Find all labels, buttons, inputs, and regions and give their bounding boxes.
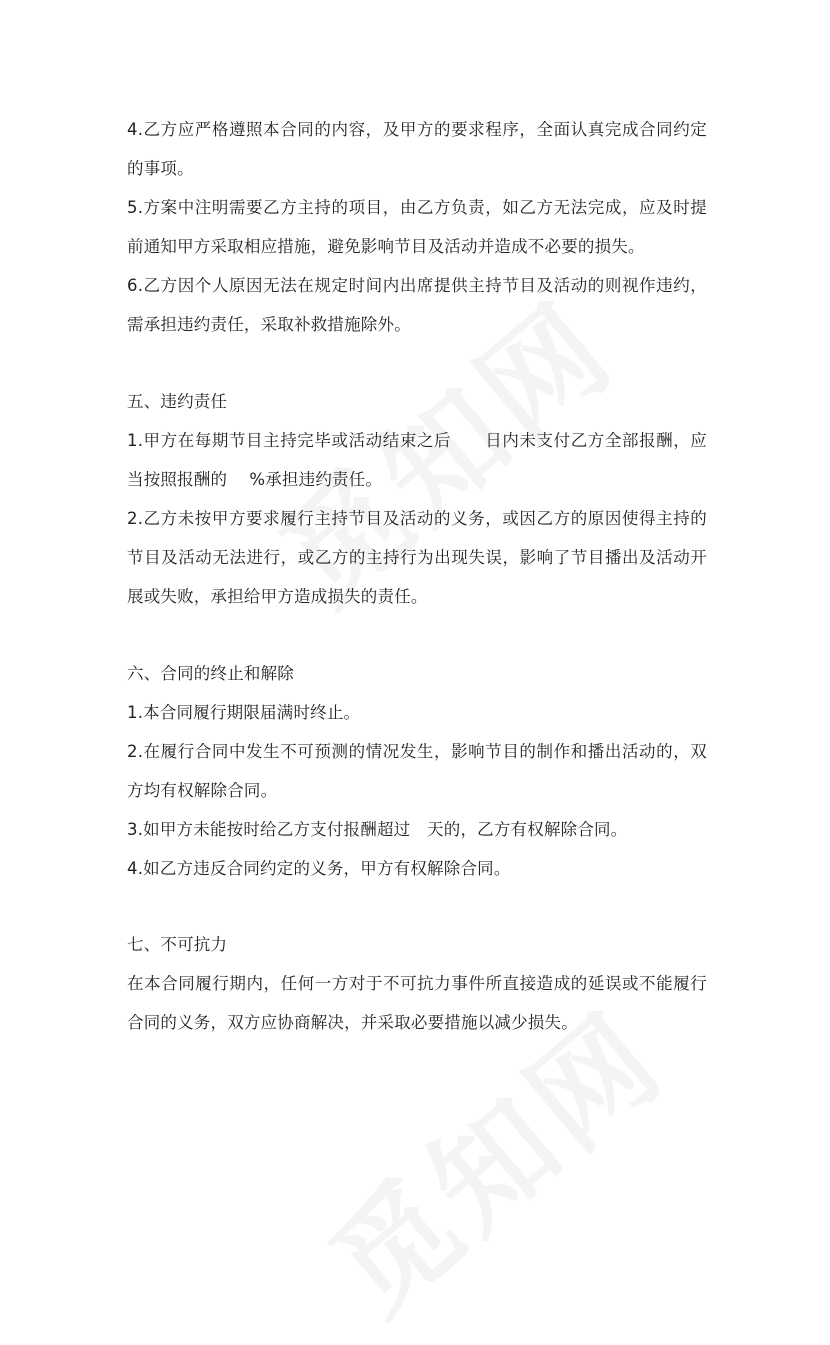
clause-4-5: 5.方案中注明需要乙方主持的项目，由乙方负责，如乙方无法完成，应及时提前通知甲方采取相应措施，避免影响节目及活动并造成不必要的损失。 <box>127 198 707 256</box>
clause-6-4: 4.如乙方违反合同约定的义务，甲方有权解除合同。 <box>127 859 511 878</box>
clause-6-3: 3.如甲方未能按时给乙方支付报酬超过 天的，乙方有权解除合同。 <box>127 820 628 839</box>
clause-5-1: 1.甲方在每期节目主持完毕或活动结束之后 日内未支付乙方全部报酬，应当按照报酬的 %承担违约责任。 <box>127 431 707 489</box>
clause-4-6: 6.乙方因个人原因无法在规定时间内出席提供主持节目及活动的则视作违约，需承担违约责任，采取补救措施除外。 <box>127 276 707 334</box>
clause-6-2: 2.在履行合同中发生不可预测的情况发生，影响节目的制作和播出活动的，双方均有权解除合同。 <box>127 742 707 800</box>
section-7-heading: 七、不可抗力 <box>127 935 228 954</box>
clause-6-1: 1.本合同履行期限届满时终止。 <box>127 703 361 722</box>
section-5-heading: 五、违约责任 <box>127 392 228 411</box>
contract-body <box>127 110 707 1042</box>
section-6-heading: 六、合同的终止和解除 <box>127 664 294 683</box>
clause-4-4: 4.乙方应严格遵照本合同的内容，及甲方的要求程序，全面认真完成合同约定的事项。 <box>127 120 707 178</box>
clause-5-2: 2.乙方未按甲方要求履行主持节目及活动的义务，或因乙方的原因使得主持的节目及活动无法进行，或乙方的主持行为出现失误，影响了节目播出及活动开展或失败，承担给甲方造成损失的责任。 <box>127 509 707 606</box>
clause-7-1: 在本合同履行期内，任何一方对于不可抗力事件所直接造成的延误或不能履行合同的义务，双方应协商解决，并采取必要措施以减少损失。 <box>127 974 707 1032</box>
